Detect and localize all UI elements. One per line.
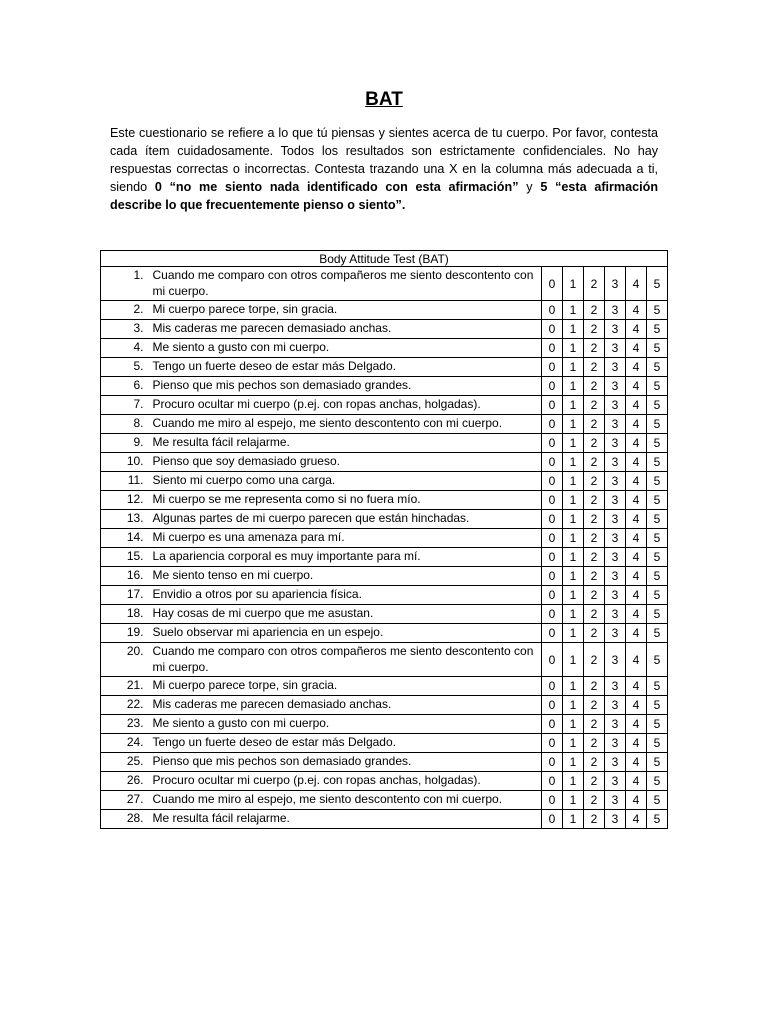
score-option-1[interactable]: 1: [563, 472, 584, 491]
table-row: [101, 696, 668, 715]
item-statement: Algunas partes de mi cuerpo parecen que están hinchadas.: [150, 510, 542, 529]
item-statement: Siento mi cuerpo como una carga.: [150, 472, 542, 491]
score-option-2[interactable]: 2: [584, 491, 605, 510]
item-number: 9.: [101, 434, 150, 453]
score-option-1[interactable]: 1: [563, 734, 584, 753]
score-option-3[interactable]: 3: [605, 586, 626, 605]
score-option-1[interactable]: 1: [563, 586, 584, 605]
table-row: [101, 791, 668, 810]
score-option-2[interactable]: 2: [584, 415, 605, 434]
score-option-1[interactable]: 1: [563, 320, 584, 339]
item-statement: Mi cuerpo se me representa como si no fuera mío.: [150, 491, 542, 510]
score-option-0[interactable]: 0: [542, 320, 563, 339]
table-header-row: [101, 251, 668, 267]
score-option-4[interactable]: 4: [626, 529, 647, 548]
score-option-2[interactable]: 2: [584, 715, 605, 734]
table-row: [101, 396, 668, 415]
table-row: [101, 377, 668, 396]
instructions-paragraph: [110, 124, 658, 214]
item-statement: Procuro ocultar mi cuerpo (p.ej. con ropas anchas, holgadas).: [150, 396, 542, 415]
score-option-4[interactable]: 4: [626, 472, 647, 491]
score-option-1[interactable]: 1: [563, 301, 584, 320]
item-number: 17.: [101, 586, 150, 605]
item-statement: Pienso que mis pechos son demasiado grandes.: [150, 377, 542, 396]
score-option-1[interactable]: 1: [563, 715, 584, 734]
score-option-3[interactable]: 3: [605, 529, 626, 548]
table-row: [101, 472, 668, 491]
score-option-0[interactable]: 0: [542, 696, 563, 715]
score-option-5[interactable]: 5: [647, 453, 668, 472]
score-option-5[interactable]: 5: [647, 267, 668, 301]
item-statement: Me resulta fácil relajarme.: [150, 434, 542, 453]
item-number: 28.: [101, 810, 150, 829]
score-option-2[interactable]: 2: [584, 529, 605, 548]
table-row: [101, 491, 668, 510]
item-number: 11.: [101, 472, 150, 491]
score-option-2[interactable]: 2: [584, 677, 605, 696]
score-option-0[interactable]: 0: [542, 567, 563, 586]
table-row: [101, 267, 668, 301]
item-statement: Me resulta fácil relajarme.: [150, 810, 542, 829]
score-option-3[interactable]: 3: [605, 810, 626, 829]
score-option-1[interactable]: 1: [563, 696, 584, 715]
item-statement: Tengo un fuerte deseo de estar más Delgado.: [150, 734, 542, 753]
item-number: 3.: [101, 320, 150, 339]
score-option-4[interactable]: 4: [626, 810, 647, 829]
score-option-4[interactable]: 4: [626, 753, 647, 772]
table-row: [101, 734, 668, 753]
score-option-5[interactable]: 5: [647, 301, 668, 320]
score-option-3[interactable]: 3: [605, 510, 626, 529]
score-option-1[interactable]: 1: [563, 529, 584, 548]
score-option-4[interactable]: 4: [626, 605, 647, 624]
score-option-0[interactable]: 0: [542, 586, 563, 605]
item-statement: Me siento a gusto con mi cuerpo.: [150, 339, 542, 358]
score-option-2[interactable]: 2: [584, 339, 605, 358]
score-option-1[interactable]: 1: [563, 810, 584, 829]
table-row: [101, 453, 668, 472]
score-option-0[interactable]: 0: [542, 491, 563, 510]
table-row: [101, 358, 668, 377]
score-option-2[interactable]: 2: [584, 696, 605, 715]
score-option-4[interactable]: 4: [626, 320, 647, 339]
table-title: Body Attitude Test (BAT): [101, 251, 668, 267]
item-statement: Tengo un fuerte deseo de estar más Delgado.: [150, 358, 542, 377]
score-option-4[interactable]: 4: [626, 567, 647, 586]
score-option-0[interactable]: 0: [542, 529, 563, 548]
score-option-0[interactable]: 0: [542, 301, 563, 320]
score-option-4[interactable]: 4: [626, 453, 647, 472]
item-statement: La apariencia corporal es muy importante para mí.: [150, 548, 542, 567]
instructions-text: Este cuestionario se refiere a lo que tú piensas y sientes acerca de tu cuerpo. Por favor, contesta cada ítem cuidadosamente. Todos los resultados son estrictamente confidenciales. No hay respuestas correctas o incorrectas. Contesta trazando una X en la columna más adecuada a ti, siendo: [110, 126, 658, 194]
score-option-3[interactable]: 3: [605, 301, 626, 320]
bat-questionnaire-table: [100, 250, 668, 829]
score-option-3[interactable]: 3: [605, 415, 626, 434]
score-option-0[interactable]: 0: [542, 339, 563, 358]
score-option-0[interactable]: 0: [542, 472, 563, 491]
score-option-0[interactable]: 0: [542, 715, 563, 734]
score-option-0[interactable]: 0: [542, 434, 563, 453]
score-option-5[interactable]: 5: [647, 791, 668, 810]
item-number: 21.: [101, 677, 150, 696]
table-row: [101, 772, 668, 791]
item-number: 2.: [101, 301, 150, 320]
score-option-1[interactable]: 1: [563, 567, 584, 586]
score-option-5[interactable]: 5: [647, 434, 668, 453]
item-number: 1.: [101, 267, 150, 301]
score-option-1[interactable]: 1: [563, 753, 584, 772]
score-option-4[interactable]: 4: [626, 358, 647, 377]
item-statement: Mi cuerpo es una amenaza para mí.: [150, 529, 542, 548]
score-option-2[interactable]: 2: [584, 377, 605, 396]
score-option-2[interactable]: 2: [584, 320, 605, 339]
table-row: [101, 643, 668, 677]
item-statement: Cuando me miro al espejo, me siento descontento con mi cuerpo.: [150, 791, 542, 810]
score-option-1[interactable]: 1: [563, 605, 584, 624]
score-option-5[interactable]: 5: [647, 810, 668, 829]
score-option-0[interactable]: 0: [542, 548, 563, 567]
item-number: 4.: [101, 339, 150, 358]
item-number: 24.: [101, 734, 150, 753]
score-option-3[interactable]: 3: [605, 358, 626, 377]
score-option-3[interactable]: 3: [605, 548, 626, 567]
score-option-5[interactable]: 5: [647, 529, 668, 548]
score-option-1[interactable]: 1: [563, 772, 584, 791]
item-number: 20.: [101, 643, 150, 677]
score-option-4[interactable]: 4: [626, 715, 647, 734]
table-row: [101, 510, 668, 529]
score-option-1[interactable]: 1: [563, 396, 584, 415]
item-statement: Mis caderas me parecen demasiado anchas.: [150, 320, 542, 339]
score-option-0[interactable]: 0: [542, 734, 563, 753]
item-number: 13.: [101, 510, 150, 529]
item-number: 6.: [101, 377, 150, 396]
score-option-3[interactable]: 3: [605, 696, 626, 715]
score-option-5[interactable]: 5: [647, 510, 668, 529]
item-number: 23.: [101, 715, 150, 734]
score-option-5[interactable]: 5: [647, 339, 668, 358]
table-body: [101, 267, 668, 829]
score-option-3[interactable]: 3: [605, 677, 626, 696]
score-option-1[interactable]: 1: [563, 377, 584, 396]
score-option-4[interactable]: 4: [626, 301, 647, 320]
score-option-1[interactable]: 1: [563, 434, 584, 453]
item-statement: Procuro ocultar mi cuerpo (p.ej. con ropas anchas, holgadas).: [150, 772, 542, 791]
score-option-0[interactable]: 0: [542, 753, 563, 772]
item-statement: Mi cuerpo parece torpe, sin gracia.: [150, 301, 542, 320]
score-option-4[interactable]: 4: [626, 548, 647, 567]
document-title: BAT: [365, 89, 403, 110]
item-statement: Me siento tenso en mi cuerpo.: [150, 567, 542, 586]
score-option-3[interactable]: 3: [605, 434, 626, 453]
item-number: 12.: [101, 491, 150, 510]
item-statement: Pienso que soy demasiado grueso.: [150, 453, 542, 472]
score-option-3[interactable]: 3: [605, 753, 626, 772]
score-option-3[interactable]: 3: [605, 734, 626, 753]
score-option-3[interactable]: 3: [605, 267, 626, 301]
score-option-5[interactable]: 5: [647, 772, 668, 791]
score-option-5[interactable]: 5: [647, 643, 668, 677]
table-row: [101, 339, 668, 358]
score-option-4[interactable]: 4: [626, 734, 647, 753]
score-option-1[interactable]: 1: [563, 510, 584, 529]
score-option-5[interactable]: 5: [647, 605, 668, 624]
score-option-0[interactable]: 0: [542, 377, 563, 396]
score-option-1[interactable]: 1: [563, 267, 584, 301]
score-option-2[interactable]: 2: [584, 267, 605, 301]
score-option-1[interactable]: 1: [563, 491, 584, 510]
instructions-emphasis: 5 “esta afirmación describe lo que frecuentemente pienso o siento”.: [110, 180, 659, 212]
score-option-5[interactable]: 5: [647, 624, 668, 643]
score-option-4[interactable]: 4: [626, 677, 647, 696]
score-option-1[interactable]: 1: [563, 358, 584, 377]
score-option-0[interactable]: 0: [542, 510, 563, 529]
score-option-4[interactable]: 4: [626, 267, 647, 301]
score-option-0[interactable]: 0: [542, 605, 563, 624]
score-option-4[interactable]: 4: [626, 377, 647, 396]
score-option-0[interactable]: 0: [542, 791, 563, 810]
score-option-4[interactable]: 4: [626, 696, 647, 715]
item-statement: Mis caderas me parecen demasiado anchas.: [150, 696, 542, 715]
score-option-2[interactable]: 2: [584, 605, 605, 624]
score-option-2[interactable]: 2: [584, 791, 605, 810]
score-option-3[interactable]: 3: [605, 772, 626, 791]
score-option-0[interactable]: 0: [542, 415, 563, 434]
score-option-2[interactable]: 2: [584, 810, 605, 829]
score-option-2[interactable]: 2: [584, 567, 605, 586]
score-option-3[interactable]: 3: [605, 624, 626, 643]
score-option-5[interactable]: 5: [647, 715, 668, 734]
item-number: 22.: [101, 696, 150, 715]
score-option-4[interactable]: 4: [626, 643, 647, 677]
score-option-3[interactable]: 3: [605, 491, 626, 510]
score-option-0[interactable]: 0: [542, 624, 563, 643]
score-option-3[interactable]: 3: [605, 791, 626, 810]
score-option-5[interactable]: 5: [647, 377, 668, 396]
score-option-5[interactable]: 5: [647, 548, 668, 567]
score-option-4[interactable]: 4: [626, 772, 647, 791]
score-option-2[interactable]: 2: [584, 734, 605, 753]
score-option-4[interactable]: 4: [626, 510, 647, 529]
item-number: 8.: [101, 415, 150, 434]
score-option-3[interactable]: 3: [605, 605, 626, 624]
score-option-2[interactable]: 2: [584, 434, 605, 453]
score-option-2[interactable]: 2: [584, 396, 605, 415]
table-row: [101, 529, 668, 548]
item-statement: Pienso que mis pechos son demasiado grandes.: [150, 753, 542, 772]
item-statement: Cuando me comparo con otros compañeros me siento descontento con mi cuerpo.: [150, 267, 542, 301]
item-number: 14.: [101, 529, 150, 548]
table-row: [101, 301, 668, 320]
score-option-2[interactable]: 2: [584, 510, 605, 529]
table-row: [101, 677, 668, 696]
item-statement: Cuando me miro al espejo, me siento descontento con mi cuerpo.: [150, 415, 542, 434]
item-number: 18.: [101, 605, 150, 624]
score-option-4[interactable]: 4: [626, 624, 647, 643]
table-row: [101, 586, 668, 605]
item-number: 27.: [101, 791, 150, 810]
item-statement: Hay cosas de mi cuerpo que me asustan.: [150, 605, 542, 624]
score-option-4[interactable]: 4: [626, 434, 647, 453]
score-option-5[interactable]: 5: [647, 472, 668, 491]
item-statement: Envidio a otros por su apariencia física.: [150, 586, 542, 605]
table-row: [101, 320, 668, 339]
score-option-2[interactable]: 2: [584, 472, 605, 491]
score-option-2[interactable]: 2: [584, 301, 605, 320]
score-option-0[interactable]: 0: [542, 453, 563, 472]
score-option-0[interactable]: 0: [542, 810, 563, 829]
table-row: [101, 715, 668, 734]
score-option-1[interactable]: 1: [563, 677, 584, 696]
item-number: 7.: [101, 396, 150, 415]
score-option-5[interactable]: 5: [647, 358, 668, 377]
score-option-3[interactable]: 3: [605, 339, 626, 358]
item-statement: Cuando me comparo con otros compañeros me siento descontento con mi cuerpo.: [150, 643, 542, 677]
score-option-3[interactable]: 3: [605, 643, 626, 677]
score-option-1[interactable]: 1: [563, 339, 584, 358]
score-option-2[interactable]: 2: [584, 453, 605, 472]
score-option-4[interactable]: 4: [626, 339, 647, 358]
score-option-3[interactable]: 3: [605, 567, 626, 586]
score-option-2[interactable]: 2: [584, 772, 605, 791]
score-option-3[interactable]: 3: [605, 453, 626, 472]
score-option-2[interactable]: 2: [584, 358, 605, 377]
table-row: [101, 810, 668, 829]
item-number: 25.: [101, 753, 150, 772]
item-number: 16.: [101, 567, 150, 586]
table-row: [101, 567, 668, 586]
item-statement: Mi cuerpo parece torpe, sin gracia.: [150, 677, 542, 696]
score-option-3[interactable]: 3: [605, 396, 626, 415]
score-option-5[interactable]: 5: [647, 696, 668, 715]
item-number: 5.: [101, 358, 150, 377]
table-row: [101, 415, 668, 434]
score-option-5[interactable]: 5: [647, 320, 668, 339]
score-option-4[interactable]: 4: [626, 491, 647, 510]
table-row: [101, 434, 668, 453]
score-option-0[interactable]: 0: [542, 772, 563, 791]
item-number: 19.: [101, 624, 150, 643]
score-option-2[interactable]: 2: [584, 753, 605, 772]
item-number: 10.: [101, 453, 150, 472]
score-option-2[interactable]: 2: [584, 586, 605, 605]
score-option-1[interactable]: 1: [563, 643, 584, 677]
score-option-4[interactable]: 4: [626, 415, 647, 434]
score-option-0[interactable]: 0: [542, 643, 563, 677]
item-number: 15.: [101, 548, 150, 567]
score-option-2[interactable]: 2: [584, 548, 605, 567]
score-option-0[interactable]: 0: [542, 358, 563, 377]
table-row: [101, 548, 668, 567]
score-option-5[interactable]: 5: [647, 677, 668, 696]
score-option-4[interactable]: 4: [626, 586, 647, 605]
item-statement: Me siento a gusto con mi cuerpo.: [150, 715, 542, 734]
score-option-3[interactable]: 3: [605, 377, 626, 396]
item-statement: Suelo observar mi apariencia en un espejo.: [150, 624, 542, 643]
score-option-1[interactable]: 1: [563, 548, 584, 567]
instructions-text: y: [518, 180, 541, 194]
score-option-0[interactable]: 0: [542, 267, 563, 301]
score-option-5[interactable]: 5: [647, 734, 668, 753]
score-option-0[interactable]: 0: [542, 396, 563, 415]
score-option-5[interactable]: 5: [647, 586, 668, 605]
instructions-emphasis: 0 “no me siento nada identificado con esta afirmación”: [154, 180, 519, 194]
table-row: [101, 624, 668, 643]
score-option-5[interactable]: 5: [647, 396, 668, 415]
table-row: [101, 753, 668, 772]
score-option-4[interactable]: 4: [626, 396, 647, 415]
score-option-3[interactable]: 3: [605, 472, 626, 491]
score-option-0[interactable]: 0: [542, 677, 563, 696]
score-option-4[interactable]: 4: [626, 791, 647, 810]
score-option-1[interactable]: 1: [563, 624, 584, 643]
table-row: [101, 605, 668, 624]
score-option-5[interactable]: 5: [647, 567, 668, 586]
score-option-1[interactable]: 1: [563, 791, 584, 810]
score-option-5[interactable]: 5: [647, 415, 668, 434]
item-number: 26.: [101, 772, 150, 791]
score-option-5[interactable]: 5: [647, 491, 668, 510]
score-option-1[interactable]: 1: [563, 453, 584, 472]
score-option-5[interactable]: 5: [647, 753, 668, 772]
score-option-2[interactable]: 2: [584, 624, 605, 643]
score-option-3[interactable]: 3: [605, 715, 626, 734]
score-option-2[interactable]: 2: [584, 643, 605, 677]
score-option-1[interactable]: 1: [563, 415, 584, 434]
score-option-3[interactable]: 3: [605, 320, 626, 339]
